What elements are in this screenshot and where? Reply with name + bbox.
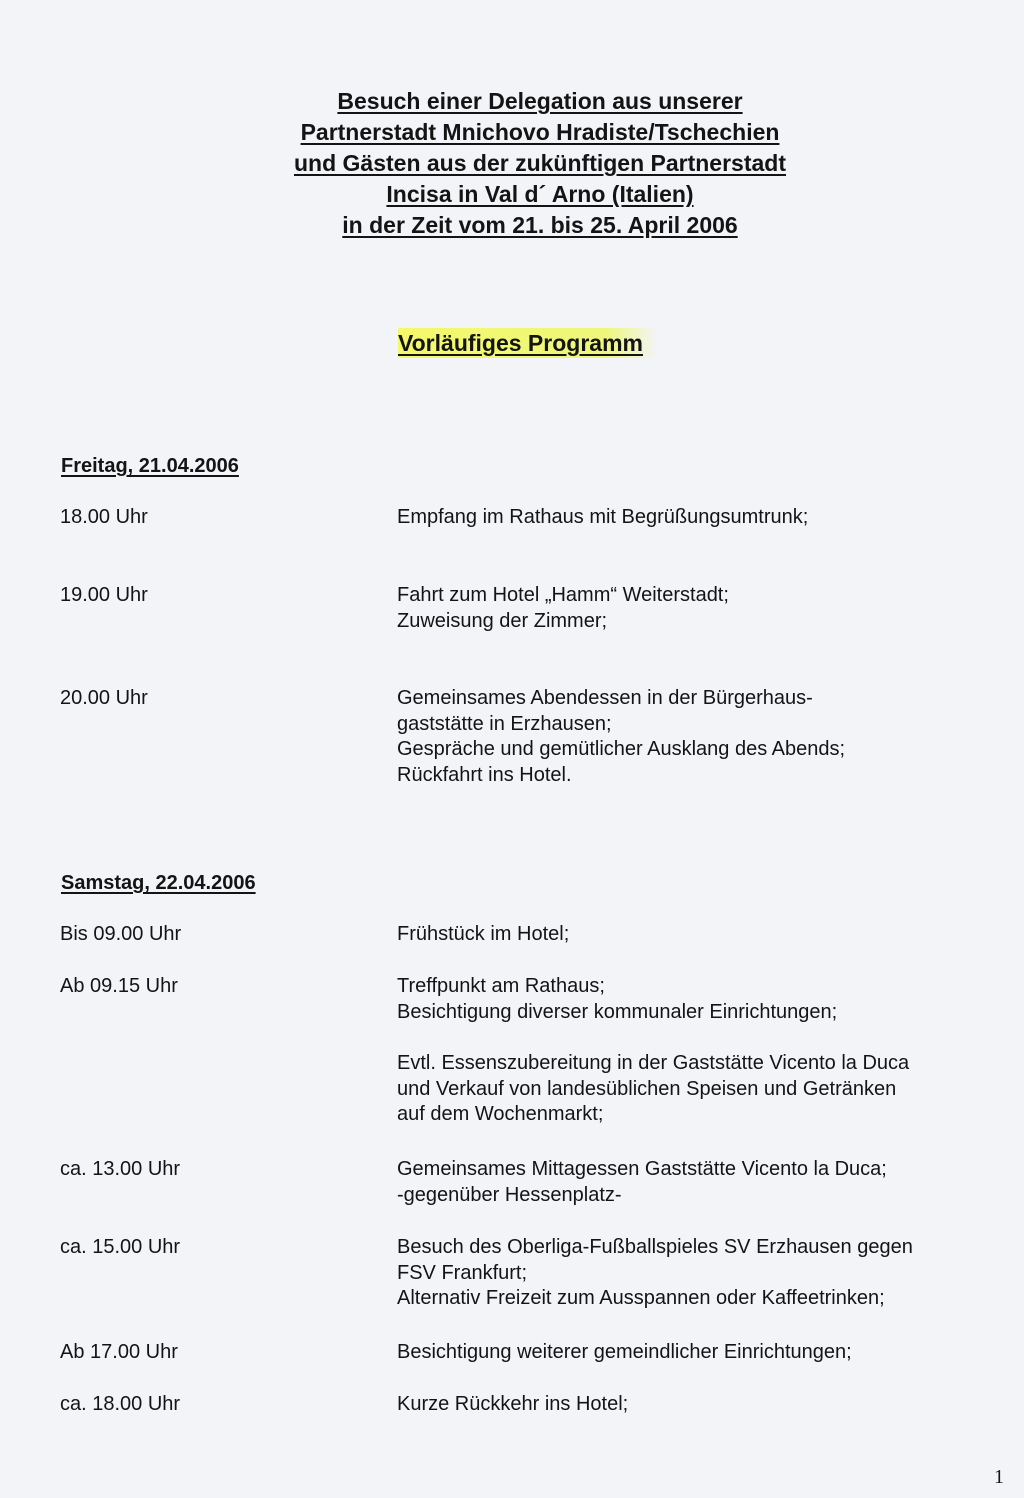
title-line: Incisa in Val d´ Arno (Italien) [386, 181, 694, 207]
entry-time: ca. 13.00 Uhr [60, 1158, 181, 1180]
entry-description [397, 1340, 997, 1366]
entry-description [397, 974, 997, 1025]
entry-line: Gespräche und gemütlicher Ausklang des Abends; [397, 738, 846, 760]
title-line: in der Zeit vom 21. bis 25. April 2006 [342, 212, 738, 238]
page-number: 1 [994, 1466, 1004, 1488]
entry-line: Besichtigung weiterer gemeindlicher Einrichtungen; [397, 1341, 852, 1363]
entry-description [397, 1051, 997, 1128]
entry-line: und Verkauf von landesüblichen Speisen und Getränken [397, 1077, 897, 1100]
entry-line: Zuweisung der Zimmer; [397, 609, 608, 632]
title-line: und Gästen aus der zukünftigen Partnerstadt [293, 150, 787, 176]
entry-line: Evtl. Essenszubereitung in der Gaststätte Vicento la Duca [397, 1052, 910, 1074]
program-subtitle: Vorläufiges Programm [398, 328, 657, 358]
entry-line: Fahrt zum Hotel „Hamm“ Weiterstadt; [397, 584, 729, 606]
entry-line: Rückfahrt ins Hotel. [397, 763, 572, 786]
entry-line: Frühstück im Hotel; [397, 923, 570, 945]
entry-line: Gemeinsames Mittagessen Gaststätte Vicento la Duca; [397, 1158, 887, 1180]
entry-description [397, 1235, 997, 1312]
entry-time: 20.00 Uhr [60, 687, 148, 709]
entry-line: Kurze Rückkehr ins Hotel; [397, 1393, 629, 1415]
document-title [0, 86, 1024, 241]
entry-description [397, 686, 997, 788]
entry-time: ca. 18.00 Uhr [60, 1393, 181, 1415]
entry-line: Besichtigung diverser kommunaler Einrichtungen; [397, 1000, 838, 1023]
day-heading-saturday: Samstag, 22.04.2006 [61, 872, 256, 894]
entry-description [397, 1157, 997, 1208]
entry-description [397, 922, 997, 948]
entry-line: Treffpunkt am Rathaus; [397, 975, 605, 997]
entry-line: gaststätte in Erzhausen; [397, 712, 612, 735]
entry-line: -gegenüber Hessenplatz- [397, 1183, 622, 1206]
entry-description [397, 1392, 997, 1418]
entry-description [397, 583, 997, 634]
entry-time: Ab 17.00 Uhr [60, 1341, 178, 1363]
entry-time: 18.00 Uhr [60, 506, 148, 528]
entry-time: Ab 09.15 Uhr [60, 975, 178, 997]
entry-line: Alternativ Freizeit zum Ausspannen oder Kaffeetrinken; [397, 1287, 885, 1309]
entry-line: Gemeinsames Abendessen in der Bürgerhaus- [397, 687, 813, 709]
entry-time: Bis 09.00 Uhr [60, 923, 182, 945]
title-line: Besuch einer Delegation aus unserer [337, 88, 743, 114]
entry-description [397, 505, 997, 531]
day-heading-friday: Freitag, 21.04.2006 [61, 455, 239, 477]
entry-line: FSV Frankfurt; [397, 1261, 528, 1284]
entry-line: Besuch des Oberliga-Fußballspieles SV Erzhausen gegen [397, 1236, 913, 1258]
entry-time: ca. 15.00 Uhr [60, 1236, 181, 1258]
entry-time: 19.00 Uhr [60, 584, 148, 606]
entry-line: auf dem Wochenmarkt; [397, 1103, 604, 1125]
title-line: Partnerstadt Mnichovo Hradiste/Tschechien [300, 119, 780, 145]
entry-line: Empfang im Rathaus mit Begrüßungsumtrunk; [397, 506, 809, 528]
